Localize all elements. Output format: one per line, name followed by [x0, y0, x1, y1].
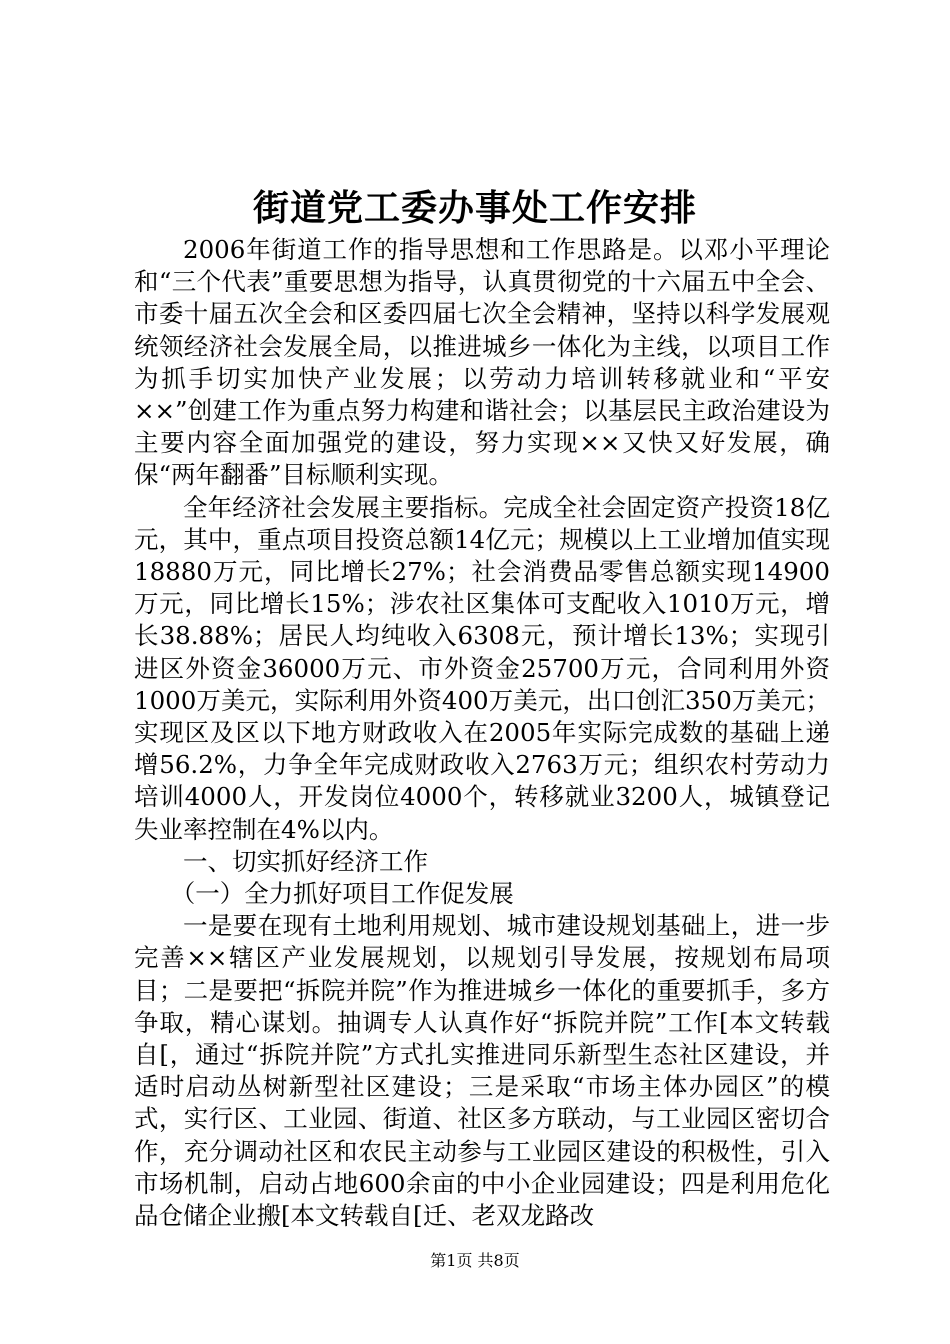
page-footer: 第1页 共8页 [430, 1251, 520, 1270]
section-heading-2: （一）全力抓好项目工作促发展 [170, 879, 514, 909]
paragraph-project-work: 一是要在现有土地利用规划、城市建设规划基础上，进一步完善××辖区产业发展规划，以规划引导发展，按规划布局项目；二是要把“拆院并院”作为推进城乡一体化的重要抓手，多方争取，精心谋划。抽调专人认真作好“拆院并院”工作[本文转载自[，通过“拆院并院”方式扎实推进同乐新型生态社区建设，并适时启动丛树新型社区建设；三是采取“市场主体办园区”的模式，实行区、工业园、街道、社区多方联动，与工业园区密切合作，充分调动社区和农民主动参与工业园区建设的积极性，引入市场机制，启动占地600余亩的中小企业园建设；四是利用危化品仓储企业搬[本文转载自[迁、老双龙路改 [134, 911, 830, 1231]
paragraph-guiding-thoughts: 2006年街道工作的指导思想和工作思路是。以邓小平理论和“三个代表”重要思想为指导，认真贯彻党的十六届五中全会、市委十届五次全会和区委四届七次全会精神，坚持以科学发展观统领经济社会发展全局，以推进城乡一体化为主线，以项目工作为抓手切实加快产业发展；以劳动力培训转移就业和“平安××”创建工作为重点努力构建和谐社会；以基层民主政治建设为主要内容全面加强党的建设，努力实现××又快又好发展，确保“两年翻番”目标顺利实现。 [134, 235, 830, 490]
document-body [134, 234, 830, 1232]
section-heading-1: 一、切实抓好经济工作 [183, 846, 428, 876]
paragraph-main-indicators: 全年经济社会发展主要指标。完成全社会固定资产投资18亿元，其中，重点项目投资总额14亿元；规模以上工业增加值实现18880万元，同比增长27%；社会消费品零售总额实现14900万元，同比增长15%；涉农社区集体可支配收入1010万元，增长38.88%；居民人均纯收入6308元，预计增长13%；实现引进区外资金36000万元、市外资金25700万元，合同利用外资1000万美元，实际利用外资400万美元，出口创汇350万美元；实现区及区以下地方财政收入在2005年实际完成数的基础上递增56.2%，力争全年完成财政收入2763万元；组织农村劳动力培训4000人，开发岗位4000个，转移就业3200人，城镇登记失业率控制在4%以内。 [134, 492, 830, 844]
document-title: 街道党工委办事处工作安排 [252, 187, 697, 229]
